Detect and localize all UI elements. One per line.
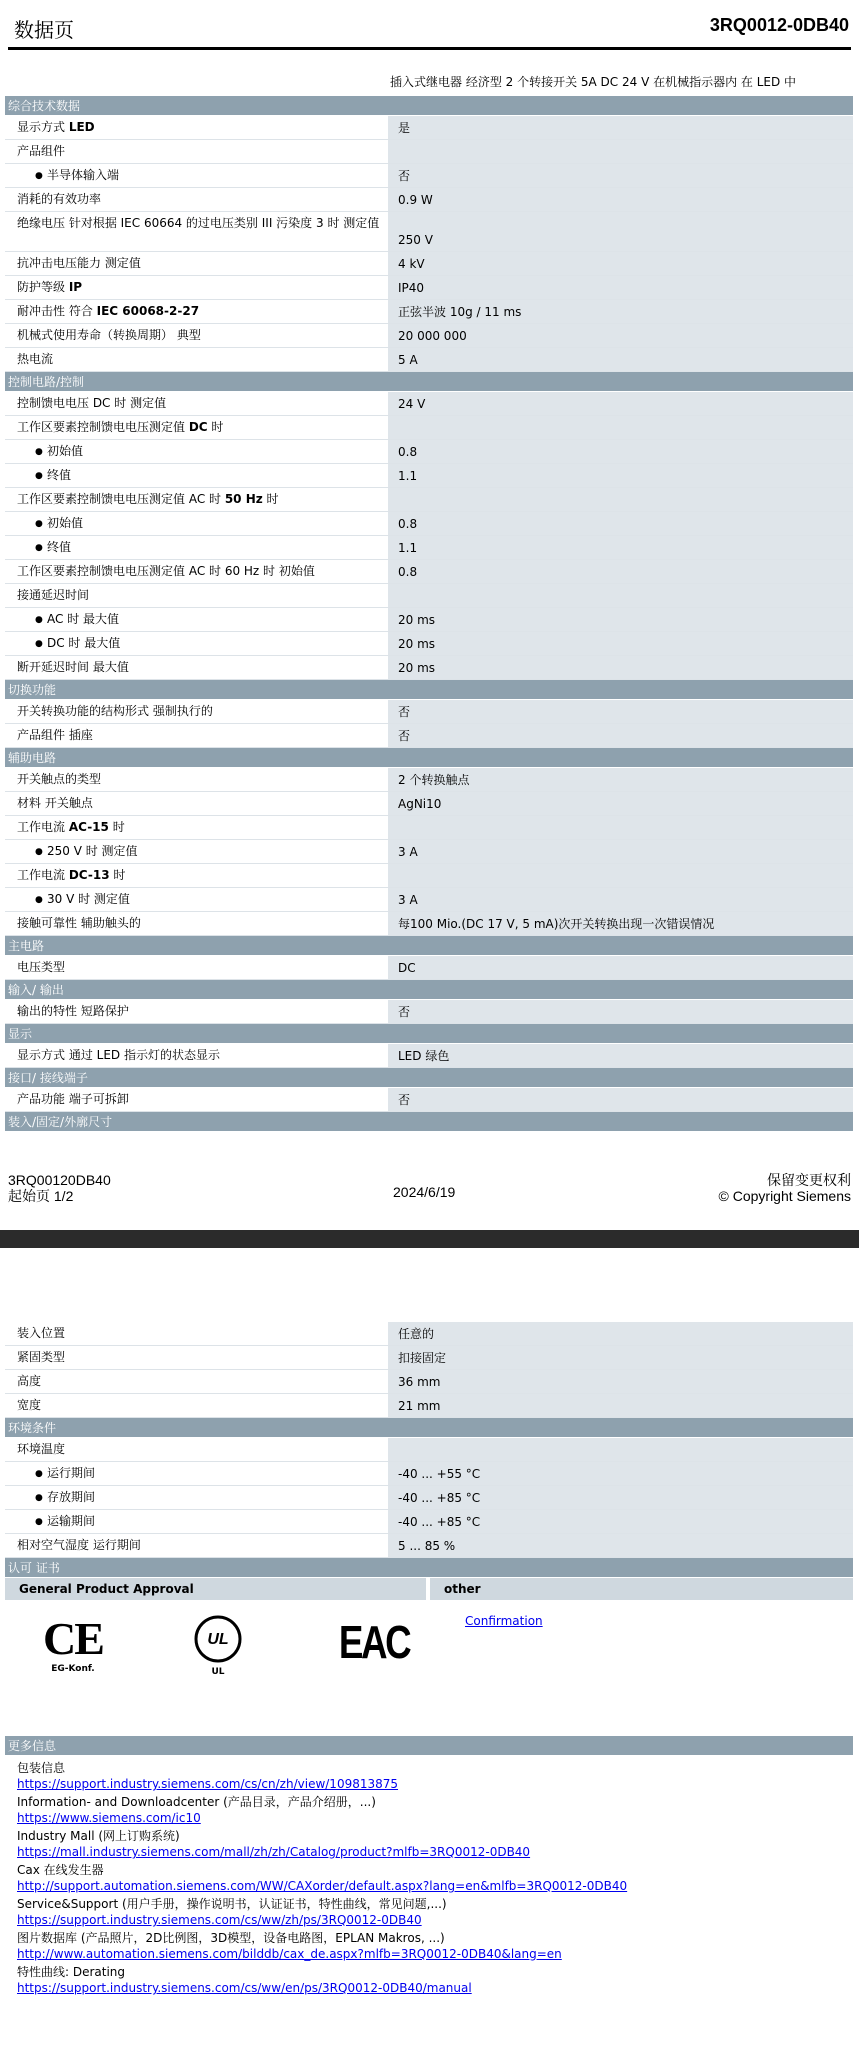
section-header: 辅助电路 xyxy=(5,748,853,768)
more-info-title: Information- and Downloadcenter (产品目录，产品介绍册，...) xyxy=(17,1795,376,1809)
spec-table-page-2 xyxy=(5,1322,853,1558)
spec-row xyxy=(5,416,853,440)
spec-row xyxy=(5,1322,853,1346)
spec-row xyxy=(5,212,853,252)
approval-logos xyxy=(5,1600,853,1720)
more-info-link[interactable]: https://mall.industry.siemens.com/mall/zh/zh/Catalog/product?mlfb=3RQ0012-0DB40 xyxy=(17,1845,531,1859)
spec-value: 250 V xyxy=(388,212,853,251)
spec-row xyxy=(5,1462,853,1486)
spec-value: 4 kV xyxy=(388,252,853,275)
spec-label: ● DC 时 最大值 xyxy=(5,632,388,655)
ce-mark-text: CE xyxy=(43,1613,103,1664)
spec-value: 24 V xyxy=(388,392,853,415)
spec-row xyxy=(5,632,853,656)
spec-label: 工作区要素控制馈电电压测定值 AC 时 60 Hz 时 初始值 xyxy=(5,560,388,583)
spec-label: 宽度 xyxy=(5,1394,388,1417)
spec-row xyxy=(5,1044,853,1068)
spec-label: 相对空气湿度 运行期间 xyxy=(5,1534,388,1557)
spec-label: 控制馈电电压 DC 时 测定值 xyxy=(5,392,388,415)
spec-label: 产品组件 xyxy=(5,140,388,163)
part-number: 3RQ0012-0DB40 xyxy=(709,15,849,35)
spec-value: -40 ... +85 °C xyxy=(388,1510,853,1533)
spec-row xyxy=(5,1438,853,1462)
spec-value: 每100 Mio.(DC 17 V, 5 mA)次开关转换出现一次错误情况 xyxy=(388,912,853,935)
more-info-link[interactable]: https://support.industry.siemens.com/cs/ww/en/ps/3RQ0012-0DB40/manual xyxy=(17,1981,472,1995)
spec-value: 否 xyxy=(388,164,853,187)
spec-value: 0.8 xyxy=(388,440,853,463)
spec-value: 5 A xyxy=(388,348,853,371)
spec-label: 装入位置 xyxy=(5,1322,388,1345)
spec-value: 0.8 xyxy=(388,512,853,535)
spec-row xyxy=(5,440,853,464)
spec-value: 0.9 W xyxy=(388,188,853,211)
spec-row xyxy=(5,1370,853,1394)
spec-row xyxy=(5,536,853,560)
spec-row xyxy=(5,864,853,888)
spec-value: 20 000 000 xyxy=(388,324,853,347)
spec-value xyxy=(388,488,853,511)
spec-label: 工作电流 DC-13 时 xyxy=(5,864,388,887)
more-info-link[interactable]: https://support.industry.siemens.com/cs/ww/zh/ps/3RQ0012-0DB40 xyxy=(17,1913,422,1927)
spec-value: 21 mm xyxy=(388,1394,853,1417)
spec-row xyxy=(5,252,853,276)
spec-row xyxy=(5,512,853,536)
more-info-link[interactable]: http://www.automation.siemens.com/bilddb/cax_de.aspx?mlfb=3RQ0012-0DB40&lang=en xyxy=(17,1947,562,1961)
page-title: 数据页 xyxy=(14,18,74,42)
spec-value: 20 ms xyxy=(388,656,853,679)
spec-value: -40 ... +55 °C xyxy=(388,1462,853,1485)
page-header xyxy=(8,0,851,50)
spec-value: 0.8 xyxy=(388,560,853,583)
spec-row xyxy=(5,116,853,140)
spec-row xyxy=(5,188,853,212)
spec-row xyxy=(5,1346,853,1370)
spec-row xyxy=(5,724,853,748)
spec-label: 环境温度 xyxy=(5,1438,388,1461)
spec-label: ● 250 V 时 测定值 xyxy=(5,840,388,863)
spec-label: ● 终值 xyxy=(5,536,388,559)
spec-row xyxy=(5,1000,853,1024)
spec-label: ● 运行期间 xyxy=(5,1462,388,1485)
spec-label: 输出的特性 短路保护 xyxy=(5,1000,388,1023)
spec-value: 否 xyxy=(388,724,853,747)
spec-value: 否 xyxy=(388,700,853,723)
spec-row xyxy=(5,276,853,300)
spec-label: 显示方式 LED xyxy=(5,116,388,139)
more-info-link[interactable]: http://support.automation.siemens.com/WW/CAXorder/default.aspx?lang=en&mlfb=3RQ0012-0DB40 xyxy=(17,1879,628,1893)
spec-value: 1.1 xyxy=(388,536,853,559)
spec-value: 36 mm xyxy=(388,1370,853,1393)
spec-row xyxy=(5,300,853,324)
spec-label: 电压类型 xyxy=(5,956,388,979)
more-info-list xyxy=(5,1756,853,1996)
spec-value: 3 A xyxy=(388,888,853,911)
spec-label: 开关转换功能的结构形式 强制执行的 xyxy=(5,700,388,723)
spec-value: DC xyxy=(388,956,853,979)
more-info-title: 包装信息 xyxy=(17,1761,66,1775)
footer-copyright: © Copyright Siemens xyxy=(718,1188,851,1204)
spec-value xyxy=(388,816,853,839)
spec-label: ● 30 V 时 测定值 xyxy=(5,888,388,911)
footer-rights: 保留变更权利 xyxy=(767,1172,851,1188)
spec-value: 正弦半波 10g / 11 ms xyxy=(388,300,853,323)
spec-value: 否 xyxy=(388,1000,853,1023)
spec-value: 20 ms xyxy=(388,632,853,655)
spec-value: -40 ... +85 °C xyxy=(388,1486,853,1509)
spec-value xyxy=(388,864,853,887)
spec-value xyxy=(388,1438,853,1461)
spec-row xyxy=(5,840,853,864)
spec-row xyxy=(5,324,853,348)
more-info-title: Service&Support (用户手册，操作说明书，认证证书，特性曲线，常见问题,...) xyxy=(17,1897,447,1911)
spec-value: 2 个转换触点 xyxy=(388,768,853,791)
approvals-section xyxy=(5,1558,853,1720)
spec-label: 断开延迟时间 最大值 xyxy=(5,656,388,679)
spec-value: 1.1 xyxy=(388,464,853,487)
section-header: 更多信息 xyxy=(5,1736,853,1756)
spec-value: 5 ... 85 % xyxy=(388,1534,853,1557)
spec-row xyxy=(5,888,853,912)
spec-label: 工作区要素控制馈电电压测定值 DC 时 xyxy=(5,416,388,439)
more-info-title: Industry Mall (网上订购系统) xyxy=(17,1829,180,1843)
spec-label: 消耗的有效功率 xyxy=(5,188,388,211)
footer-left xyxy=(8,1172,111,1204)
spec-label: 材料 开关触点 xyxy=(5,792,388,815)
more-info-title: Cax 在线发生器 xyxy=(17,1863,104,1877)
spec-label: 绝缘电压 针对根据 IEC 60664 的过电压类别 III 污染度 3 时 测定值 xyxy=(5,212,388,251)
spec-row xyxy=(5,1394,853,1418)
section-header: 环境条件 xyxy=(5,1418,853,1438)
spec-row xyxy=(5,816,853,840)
spec-row xyxy=(5,464,853,488)
confirmation-link[interactable]: Confirmation xyxy=(465,1614,543,1628)
spec-label: ● 初始值 xyxy=(5,512,388,535)
spec-value: 任意的 xyxy=(388,1322,853,1345)
spec-row xyxy=(5,488,853,512)
spec-label: 高度 xyxy=(5,1370,388,1393)
section-header: 控制电路/控制 xyxy=(5,372,853,392)
spec-row xyxy=(5,956,853,980)
spec-value xyxy=(388,140,853,163)
spec-row xyxy=(5,584,853,608)
spec-label: 接触可靠性 辅助触头的 xyxy=(5,912,388,935)
footer-order-number: 3RQ00120DB40 xyxy=(8,1172,111,1188)
spec-label: ● AC 时 最大值 xyxy=(5,608,388,631)
section-header: 装入/固定/外廓尺寸 xyxy=(5,1112,853,1132)
approval-col-other: other xyxy=(430,1578,853,1600)
spec-row xyxy=(5,560,853,584)
spec-value xyxy=(388,416,853,439)
spec-value: AgNi10 xyxy=(388,792,853,815)
approvals-header-row xyxy=(5,1578,853,1600)
spec-value: 是 xyxy=(388,116,853,139)
spec-label: 工作电流 AC-15 时 xyxy=(5,816,388,839)
section-header: 显示 xyxy=(5,1024,853,1044)
section-header: 输入/ 输出 xyxy=(5,980,853,1000)
spec-row xyxy=(5,792,853,816)
spec-row xyxy=(5,1486,853,1510)
svg-text:UL: UL xyxy=(207,1631,229,1648)
spec-label: ● 初始值 xyxy=(5,440,388,463)
spec-row xyxy=(5,140,853,164)
more-info-title: 特性曲线: Derating xyxy=(17,1965,126,1979)
spec-label: ● 运输期间 xyxy=(5,1510,388,1533)
ul-caption: UL xyxy=(211,1667,225,1677)
spec-value: 3 A xyxy=(388,840,853,863)
spec-label: ● 半导体输入端 xyxy=(5,164,388,187)
product-description: 插入式继电器 经济型 2 个转接开关 5A DC 24 V 在机械指示器内 在 LED 中 xyxy=(390,75,797,89)
spec-row xyxy=(5,348,853,372)
footer-right xyxy=(719,1172,851,1204)
spec-value: LED 绿色 xyxy=(388,1044,853,1067)
ul-circle-icon xyxy=(193,1614,243,1664)
eac-mark-text: EAC xyxy=(338,1616,410,1668)
spec-value xyxy=(388,584,853,607)
spec-row xyxy=(5,1088,853,1112)
eac-mark-icon xyxy=(330,1614,418,1670)
spec-label: ● 存放期间 xyxy=(5,1486,388,1509)
spec-label: 显示方式 通过 LED 指示灯的状态显示 xyxy=(5,1044,388,1067)
spec-row xyxy=(5,1534,853,1558)
section-header: 认可 证书 xyxy=(5,1558,853,1578)
ul-mark-icon xyxy=(193,1614,243,1677)
section-header: 接口/ 接线端子 xyxy=(5,1068,853,1088)
spec-row xyxy=(5,912,853,936)
spec-label: 接通延迟时间 xyxy=(5,584,388,607)
spec-row xyxy=(5,768,853,792)
spec-label: 工作区要素控制馈电电压测定值 AC 时 50 Hz 时 xyxy=(5,488,388,511)
spec-value: IP40 xyxy=(388,276,853,299)
spec-row xyxy=(5,700,853,724)
section-header: 综合技术数据 xyxy=(5,96,853,116)
more-info-link[interactable]: https://www.siemens.com/ic10 xyxy=(17,1811,201,1825)
spec-label: 防护等级 IP xyxy=(5,276,388,299)
footer-date: 2024/6/19 xyxy=(393,1184,456,1200)
spec-row xyxy=(5,608,853,632)
spec-value: 20 ms xyxy=(388,608,853,631)
spec-label: 耐冲击性 符合 IEC 60068-2-27 xyxy=(5,300,388,323)
more-info-link[interactable]: https://support.industry.siemens.com/cs/cn/zh/view/109813875 xyxy=(17,1777,399,1791)
spec-row xyxy=(5,164,853,188)
approval-col-general: General Product Approval xyxy=(5,1578,430,1600)
section-header: 切换功能 xyxy=(5,680,853,700)
datasheet-page-2 xyxy=(0,1248,859,2053)
ce-caption: EG-Konf. xyxy=(51,1664,95,1674)
spec-row xyxy=(5,1510,853,1534)
spec-label: 热电流 xyxy=(5,348,388,371)
section-header: 主电路 xyxy=(5,936,853,956)
ce-mark-icon xyxy=(43,1614,103,1674)
spec-value: 扣接固定 xyxy=(388,1346,853,1369)
spec-row xyxy=(5,656,853,680)
spec-label: 机械式使用寿命（转换周期） 典型 xyxy=(5,324,388,347)
more-info-title: 图片数据库 (产品照片，2D比例图，3D模型，设备电路图，EPLAN Makros, ...) xyxy=(17,1931,445,1945)
spec-label: 开关触点的类型 xyxy=(5,768,388,791)
spec-label: 产品组件 插座 xyxy=(5,724,388,747)
spec-label: 抗冲击电压能力 测定值 xyxy=(5,252,388,275)
spec-label: 产品功能 端子可拆卸 xyxy=(5,1088,388,1111)
footer-page-number: 起始页 1/2 xyxy=(8,1188,74,1204)
spec-value: 否 xyxy=(388,1088,853,1111)
page-separator xyxy=(0,1230,859,1248)
spec-table-page-1 xyxy=(5,96,853,1132)
spec-row xyxy=(5,392,853,416)
spec-label: 紧固类型 xyxy=(5,1346,388,1369)
more-info-section xyxy=(5,1736,853,1998)
spec-label: ● 终值 xyxy=(5,464,388,487)
